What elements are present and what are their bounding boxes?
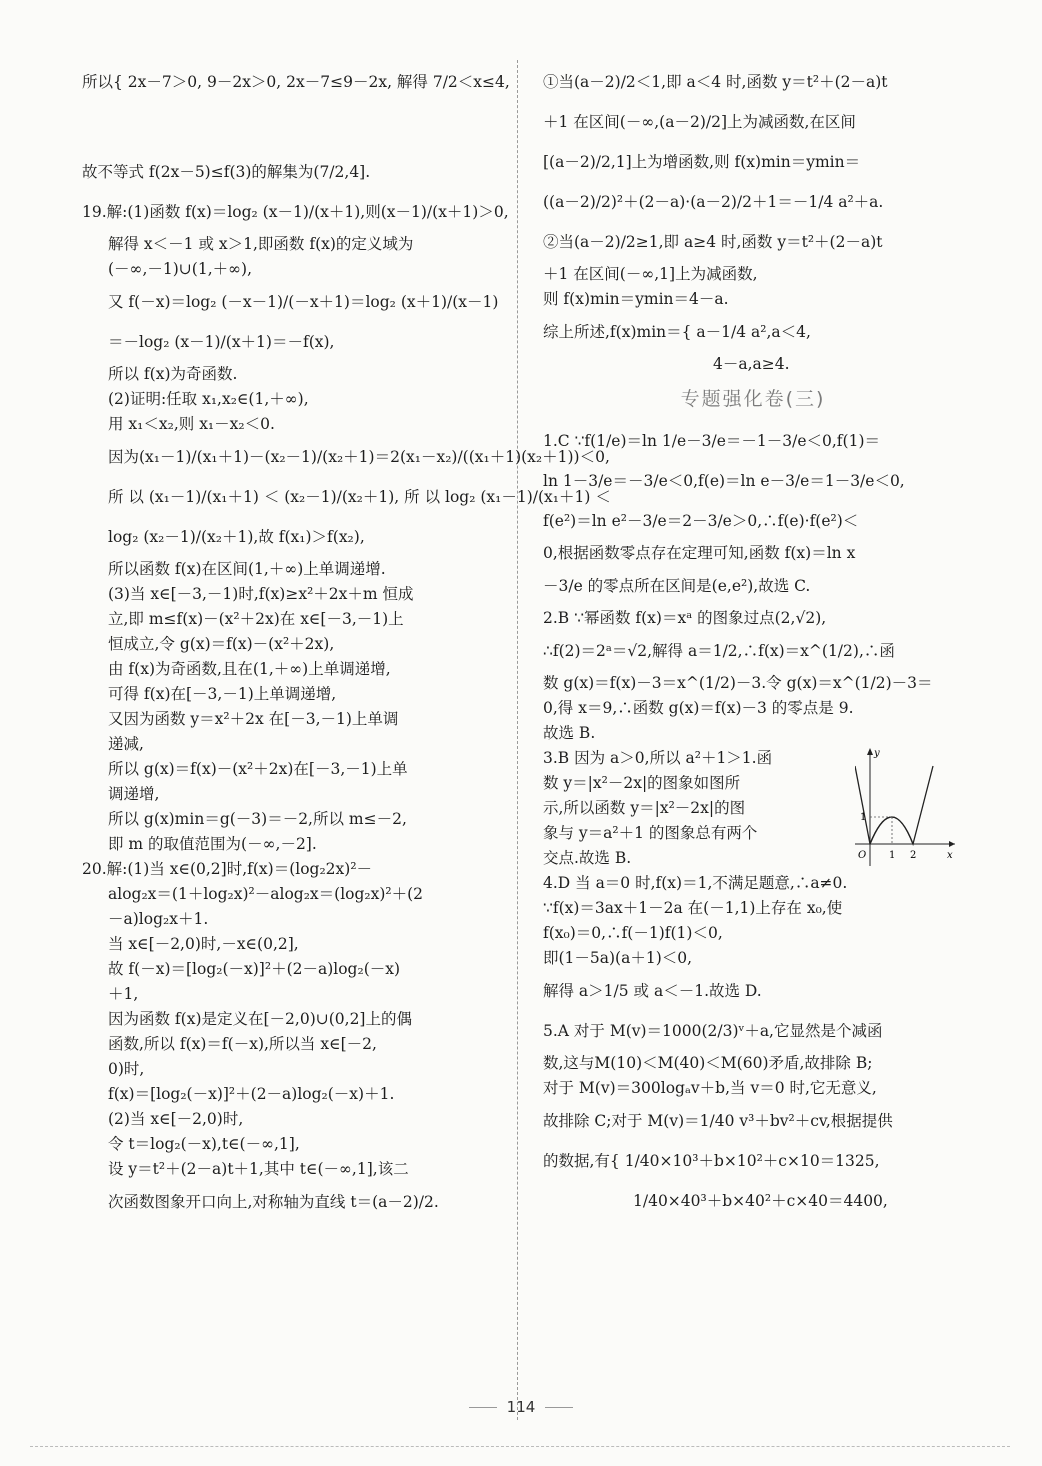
text-line: 示,所以函数 y＝|x²－2x|的图	[543, 799, 746, 817]
text-line: 0)时,	[108, 1060, 145, 1078]
text-line: 函数,所以 f(x)＝f(－x),所以当 x∈[－2,	[108, 1035, 377, 1053]
text-line: 2.B ∵幂函数 f(x)＝xᵃ 的图象过点(2,√2),	[543, 609, 827, 627]
text-line: 象与 y＝a²＋1 的图象总有两个	[543, 824, 758, 842]
text-line: [(a－2)/2,1]上为增函数,则 f(x)min＝ymin＝	[543, 153, 861, 171]
text-line: 数,这与M(10)＜M(40)＜M(60)矛盾,故排除 B;	[543, 1054, 873, 1072]
text-line: 20.解:(1)当 x∈(0,2]时,f(x)＝(log₂2x)²－	[82, 860, 373, 878]
text-line: 故选 B.	[543, 724, 596, 742]
text-line: 数 g(x)＝f(x)－3＝x^(1/2)－3.令 g(x)＝x^(1/2)－3＝	[543, 674, 933, 692]
column-divider	[517, 60, 518, 1420]
text-line: f(x)＝[log₂(－x)]²＋(2－a)log₂(－x)＋1.	[108, 1085, 395, 1103]
text-line: 所以{ 2x－7＞0, 9－2x＞0, 2x－7≤9－2x, 解得 7/2＜x≤4,	[82, 73, 510, 91]
text-line: (2)证明:任取 x₁,x₂∈(1,＋∞),	[108, 390, 309, 408]
axis-y-label: y	[874, 748, 880, 759]
text-line: 19.解:(1)函数 f(x)＝log₂ (x－1)/(x＋1),则(x－1)/(x＋1)＞0,	[82, 203, 509, 221]
text-line: 用 x₁＜x₂,则 x₁－x₂＜0.	[108, 415, 275, 433]
text-line: 解得 a＞1/5 或 a＜－1.故选 D.	[543, 982, 762, 1000]
text-line: 所以函数 f(x)在区间(1,＋∞)上单调递增.	[108, 560, 386, 578]
text-line: 由 f(x)为奇函数,且在(1,＋∞)上单调递增,	[108, 660, 391, 678]
text-line: f(e²)＝ln e²－3/e＝2－3/e＞0,∴f(e)·f(e²)＜	[543, 512, 859, 530]
text-line: 所 以 (x₁－1)/(x₁＋1) ＜ (x₂－1)/(x₂＋1), 所 以 log₂ (x₁－1)/(x₁＋1) ＜	[108, 488, 611, 506]
text-line: 5.A 对于 M(v)＝1000(2/3)ᵛ＋a,它显然是个减函	[543, 1022, 883, 1040]
text-line: 递减,	[108, 735, 144, 753]
text-line: (2)当 x∈[－2,0)时,	[108, 1110, 244, 1128]
text-line: ＋1 在区间(－∞,(a－2)/2]上为减函数,在区间	[543, 113, 856, 131]
text-line: 又因为函数 y＝x²＋2x 在[－3,－1)上单调	[108, 710, 399, 728]
text-line: 因为(x₁－1)/(x₁＋1)－(x₂－1)/(x₂＋1)＝2(x₁－x₂)/((x₁＋1)(x₂＋1))＜0,	[108, 448, 610, 466]
text-line: 调递增,	[108, 785, 160, 803]
footer-rule	[30, 1446, 1010, 1447]
text-line: 1.C ∵f(1/e)＝ln 1/e－3/e＝－1－3/e＜0,f(1)＝	[543, 432, 881, 450]
text-line	[82, 127, 507, 152]
axis-x-label: x	[947, 850, 953, 861]
text-line: 设 y＝t²＋(2－a)t＋1,其中 t∈(－∞,1],该二	[108, 1160, 409, 1178]
function-graph	[855, 746, 955, 866]
text-line: ②当(a－2)/2≥1,即 a≥4 时,函数 y＝t²＋(2－a)t	[543, 233, 883, 251]
text-line: ∵f(x)＝3ax＋1－2a 在(－1,1)上存在 x₀,使	[543, 899, 843, 917]
text-line: 则 f(x)min＝ymin＝4－a.	[543, 290, 729, 308]
text-line: 可得 f(x)在[－3,－1)上单调递增,	[108, 685, 337, 703]
text-line: ∴f(2)＝2ᵃ＝√2,解得 a＝1/2,∴f(x)＝x^(1/2),∴函	[543, 642, 895, 660]
text-line: 故排除 C;对于 M(v)＝1/40 v³＋bv²＋cv,根据提供	[543, 1112, 893, 1130]
text-line: 故 f(－x)＝[log₂(－x)]²＋(2－a)log₂(－x)	[108, 960, 401, 978]
text-line: log₂ (x₂－1)/(x₂＋1),故 f(x₁)＞f(x₂),	[108, 528, 365, 546]
section-title: 专题强化卷(三)	[680, 388, 826, 410]
text-line: 0,得 x＝9,∴函数 g(x)＝f(x)－3 的零点是 9.	[543, 699, 854, 717]
text-line: 数 y＝|x²－2x|的图象如图所	[543, 774, 741, 792]
text-line: 对于 M(v)＝300logₐv＋b,当 v＝0 时,它无意义,	[543, 1079, 877, 1097]
text-line: 即(1－5a)(a＋1)＜0,	[543, 949, 693, 967]
text-line: 因为函数 f(x)是定义在[－2,0)∪(0,2]上的偶	[108, 1010, 412, 1028]
text-line: 即 m 的取值范围为(－∞,－2].	[108, 835, 317, 853]
text-line: 故不等式 f(2x－5)≤f(3)的解集为(7/2,4].	[82, 163, 371, 181]
text-line: 立,即 m≤f(x)－(x²＋2x)在 x∈[－3,－1)上	[108, 610, 404, 628]
text-line: ((a－2)/2)²＋(2－a)·(a－2)/2＋1＝－1/4 a²＋a.	[543, 193, 884, 211]
text-line: 0,根据函数零点存在定理可知,函数 f(x)＝ln x	[543, 544, 856, 562]
text-line: 综上所述,f(x)min＝{ a－1/4 a²,a＜4,	[543, 323, 811, 341]
text-line: f(x₀)＝0,∴f(－1)f(1)＜0,	[543, 924, 723, 942]
page-number: 114	[0, 1398, 1042, 1416]
q3-block	[543, 746, 963, 871]
text-line: (－∞,－1)∪(1,＋∞),	[108, 260, 253, 278]
text-line: 1/40×40³＋b×40²＋c×40＝4400,	[633, 1192, 888, 1210]
origin-label: O	[858, 850, 867, 861]
text-line: 当 x∈[－2,0)时,－x∈(0,2],	[108, 935, 299, 953]
text-line: ①当(a－2)/2＜1,即 a＜4 时,函数 y＝t²＋(2－a)t	[543, 73, 888, 91]
text-line: (3)当 x∈[－3,－1)时,f(x)≥x²＋2x＋m 恒成	[108, 585, 414, 603]
text-line: ＝－log₂ (x－1)/(x＋1)＝－f(x),	[108, 333, 335, 351]
text-line: 所以 g(x)＝f(x)－(x²＋2x)在[－3,－1)上单	[108, 760, 408, 778]
text-line: ＋1 在区间(－∞,1]上为减函数,	[543, 265, 758, 283]
tick-label: 2	[910, 850, 917, 861]
text-line: 所以 f(x)为奇函数.	[108, 365, 238, 383]
text-line	[82, 102, 507, 127]
tick-label: 1	[889, 850, 896, 861]
text-line: 又 f(－x)＝log₂ (－x－1)/(－x＋1)＝log₂ (x＋1)/(x－1)	[108, 293, 499, 311]
text-line: 4.D 当 a＝0 时,f(x)＝1,不满足题意,∴a≠0.	[543, 874, 848, 892]
text-line: 的数据,有{ 1/40×10³＋b×10²＋c×10＝1325,	[543, 1152, 880, 1170]
text-line: 令 t＝log₂(－x),t∈(－∞,1],	[108, 1135, 300, 1153]
right-column	[543, 62, 963, 1221]
text-line: 次函数图象开口向上,对称轴为直线 t＝(a－2)/2.	[108, 1193, 439, 1211]
text-line: ln 1－3/e＝－3/e＜0,f(e)＝ln e－3/e＝1－3/e＜0,	[543, 472, 905, 490]
tick-label: 1	[860, 812, 867, 823]
text-line: 3.B 因为 a＞0,所以 a²＋1＞1.函	[543, 749, 773, 767]
text-line: 4－a,a≥4.	[713, 355, 790, 373]
text-line: ＋1,	[108, 985, 139, 1003]
text-line: 所以 g(x)min＝g(－3)＝－2,所以 m≤－2,	[108, 810, 407, 828]
text-line: 恒成立,令 g(x)＝f(x)－(x²＋2x),	[108, 635, 335, 653]
text-line: －a)log₂x＋1.	[108, 910, 209, 928]
text-line: 解得 x＜－1 或 x＞1,即函数 f(x)的定义域为	[108, 235, 414, 253]
text-line: －3/e 的零点所在区间是(e,e²),故选 C.	[543, 577, 811, 595]
text-line: alog₂x＝(1＋log₂x)²－alog₂x＝(log₂x)²＋(2	[108, 885, 424, 903]
text-line: 交点.故选 B.	[543, 849, 632, 867]
